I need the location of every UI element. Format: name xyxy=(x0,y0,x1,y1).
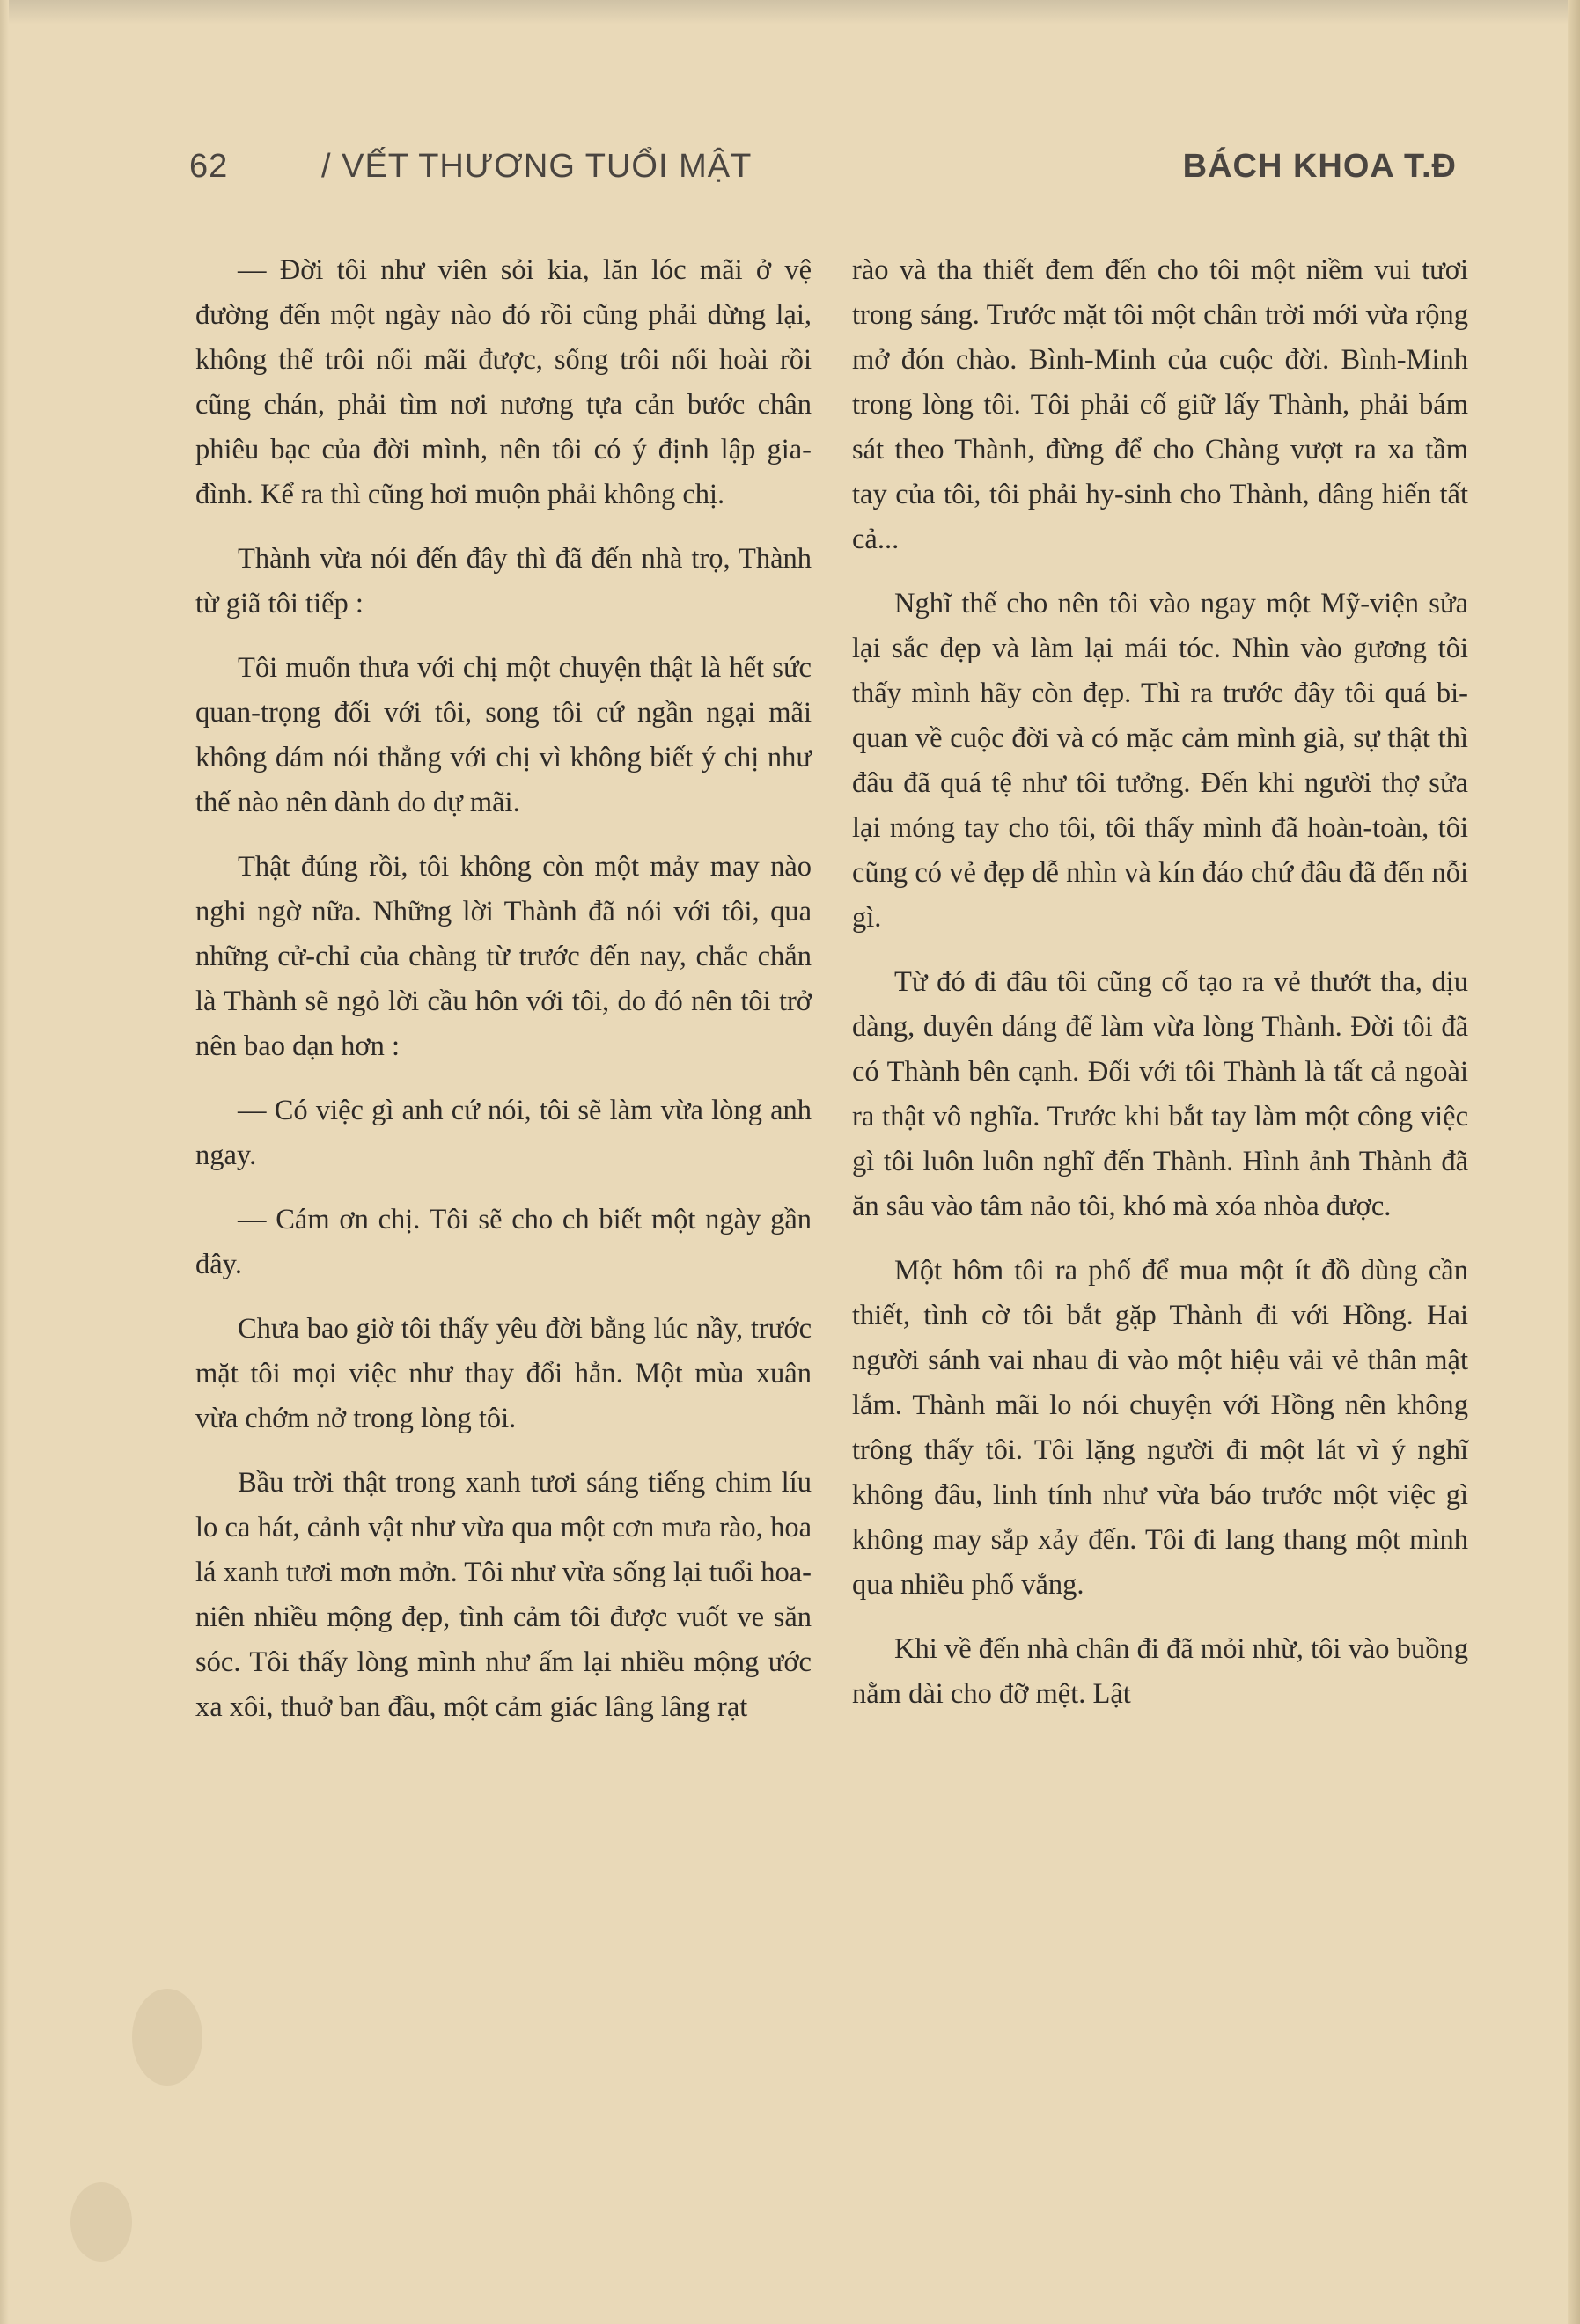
paragraph: Chưa bao giờ tôi thấy yêu đời bằng lúc nầy, trước mặt tôi mọi việc như thay đổi hẳn. Một mùa xuân vừa chớm nở trong lòng tôi. xyxy=(195,1313,812,1434)
paragraph: Bầu trời thật trong xanh tươi sáng tiếng chim líu lo ca hát, cảnh vật như vừa qua một cơn mưa rào, hoa lá xanh tươi mơn mởn. Tôi như vừa sống lại tuổi hoa-niên nhiều mộng đẹp, tình cảm tôi được vuốt ve săn sóc. Tôi thấy lòng mình như ấm lại nhiều mộng ước xa xôi, thuở ban đầu, một cảm giác lâng lâng rạt xyxy=(195,1467,812,1723)
paragraph: Một hôm tôi ra phố để mua một ít đồ dùng cần thiết, tình cờ tôi bắt gặp Thành đi với Hồng. Hai người sánh vai nhau đi vào một hiệu vải vẻ thân mật lắm. Thành mãi lo nói chuyện với Hồng nên không trông thấy tôi. Tôi lặng người đi một lát vì ý nghĩ không đâu, linh tính như vừa báo trước một việc gì không may sắp xảy đến. Tôi đi lang thang một mình qua nhiều phố vắng. xyxy=(852,1255,1468,1601)
paragraph: Nghĩ thế cho nên tôi vào ngay một Mỹ-viện sửa lại sắc đẹp và làm lại mái tóc. Nhìn vào gương tôi thấy mình hãy còn đẹp. Thì ra trước đây tôi quá bi-quan về cuộc đời và có mặc cảm mình già, sự thật thì đâu đã quá tệ như tôi tưởng. Đến khi người thợ sửa lại móng tay cho tôi, tôi thấy mình đã hoàn-toàn, tôi cũng có vẻ đẹp dễ nhìn và kín đáo chứ đâu đã đến nỗi gì. xyxy=(852,588,1468,934)
paragraph: — Cám ơn chị. Tôi sẽ cho ch biết một ngày gần đây. xyxy=(195,1204,812,1280)
page-header xyxy=(189,148,1457,201)
paragraph: Từ đó đi đâu tôi cũng cố tạo ra vẻ thướt tha, dịu dàng, duyên dáng để làm vừa lòng Thành. Đời tôi đã có Thành bên cạnh. Đối với tôi Thành là tất cả ngoài ra thật vô nghĩa. Trước khi bắt tay làm một công việc gì tôi luôn luôn nghĩ đến Thành. Hình ảnh Thành đã ăn sâu vào tâm nảo tôi, khó mà xóa nhòa được. xyxy=(852,966,1468,1222)
paper-stain xyxy=(70,2182,132,2262)
paragraph: rào và tha thiết đem đến cho tôi một niềm vui tươi trong sáng. Trước mặt tôi một chân trời mới vừa rộng mở đón chào. Bình-Minh của cuộc đời. Bình-Minh trong lòng tôi. Tôi phải cố giữ lấy Thành, phải bám sát theo Thành, đừng để cho Chàng vượt ra xa tầm tay của tôi, tôi phải hy-sinh cho Thành, dâng hiến tất cả... xyxy=(852,254,1468,555)
section-title: BÁCH KHOA T.Đ xyxy=(1182,148,1457,185)
page-edge-top xyxy=(0,0,1580,25)
paragraph: Khi về đến nhà chân đi đã mỏi nhừ, tôi vào buồng nằm dài cho đỡ mệt. Lật xyxy=(852,1633,1468,1710)
page-number: 62 xyxy=(189,148,229,185)
page-edge-left xyxy=(0,0,9,2324)
paragraph: — Có việc gì anh cứ nói, tôi sẽ làm vừa lòng anh ngay. xyxy=(195,1095,812,1171)
paragraph: Tôi muốn thưa với chị một chuyện thật là hết sức quan-trọng đối với tôi, song tôi cứ ngần ngại mãi không dám nói thẳng với chị vì không biết ý chị như thế nào nên dành do dự mãi. xyxy=(195,652,812,818)
page-edge-right xyxy=(1568,0,1580,2324)
paragraph: Thành vừa nói đến đây thì đã đến nhà trọ, Thành từ giã tôi tiếp : xyxy=(195,543,812,619)
running-title: / VẾT THƯƠNG TUỔI MẬT xyxy=(321,148,753,185)
right-column xyxy=(852,248,1468,1736)
paragraph: — Đời tôi như viên sỏi kia, lăn lóc mãi ở vệ đường đến một ngày nào đó rồi cũng phải dừng lại, không thể trôi nổi mãi được, sống trôi nổi hoài rồi cũng chán, phải tìm nơi nương tựa cản bước chân phiêu bạc của đời mình, nên tôi có ý định lập gia-đình. Kể ra thì cũng hơi muộn phải không chị. xyxy=(195,254,812,510)
paragraph: Thật đúng rồi, tôi không còn một mảy may nào nghi ngờ nữa. Những lời Thành đã nói với tôi, qua những cử-chỉ của chàng từ trước đến nay, chắc chắn là Thành sẽ ngỏ lời cầu hôn với tôi, do đó nên tôi trở nên bao dạn hơn : xyxy=(195,851,812,1062)
paper-stain xyxy=(132,1989,202,2086)
left-column xyxy=(195,248,812,1749)
